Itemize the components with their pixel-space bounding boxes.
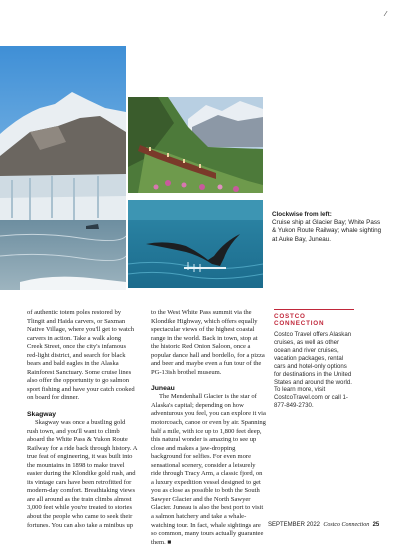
footer-date: SEPTEMBER 2022 [268,522,321,528]
footer-magazine: Costco Connection [323,522,370,528]
page-number: 25 [372,522,380,528]
railway-photo [128,97,263,193]
page-footer [268,522,379,528]
photo-caption [272,211,382,244]
article-column-1 [27,309,138,530]
sidebar-rule [274,309,354,310]
costco-connection-sidebar [274,309,354,410]
caption-heading: Clockwise from left: [272,211,332,218]
sidebar-title-line-2: CONNECTION [274,320,325,328]
whale-photo [128,200,263,288]
skagway-paragraph: Skagway was once a bustling gold rush town, and you'll want to climb aboard the White Pass & Yukon Route Railway for a ride back through history. A true feat of engineering, it was built into the mountains in 1898 to make travel easier during the Klondike gold rush, and its vintage cars have been retrofitted for modern-day comfort. Breathtaking views are all around as the train climbs almost 3,000 feet while you're treated to stories about the people who came to seek their fortunes. You can also take a minibus up [27,419,138,529]
article-column-2 [151,309,266,547]
corner-mark: ⁄ [385,10,387,18]
glacier-cruise-photo [0,46,126,290]
col2-intro-paragraph: to the West White Pass summit via the Klondike Highway, which offers equally spectacular views of the highest coastal range in the world. Back in town, stop at the historic Red Onion Saloon, once a popular dance hall and bordello, for a pizza and beer and maybe even a fun tour of the PG-13ish brothel museum. [151,309,265,376]
caption-text: Cruise ship at Glacier Bay; White Pass & Yukon Route Railway; whale sighting at Auke Bay, Juneau. [272,219,382,243]
juneau-heading: Juneau [151,385,175,393]
sidebar-title [274,313,354,328]
col1-intro-paragraph: of authentic totem poles restored by Tlingit and Haida carvers, or Saxman Native Village, where you'll get to watch carvers in action. Take a walk along Creek Street, once the city's infamous red-light district, and search for black bears and bald eagles in the Alaska Rainforest Sanctuary. Some cruise lines also offer the opportunity to go salmon sport fishing and have your catch cooked on board for dinner. [27,309,135,402]
sidebar-title-line-1: COSTCO [274,313,306,320]
juneau-paragraph: The Mendenhall Glacier is the star of Alaska's capital; depending on how adventurous you feel, you can explore it via motorcoach, canoe or even by air. Spanning half a mile, with ice up to 1,800 feet deep, this natural wonder is amazing to see up close and makes a jaw-dropping background for selfies. For even more sensational scenery, consider a leisurely ride through Tracy Arm, a classic fjord, on a luxury expedition vessel designed to get you as close as possible to both the South Sawyer Glacier and the North Sawyer Glacier. Juneau is also the best port to visit a salmon hatchery and take a whale-watching tour. In fact, whale sightings are so common, many tours actually guarantee them. ■ [151,393,266,546]
sidebar-text: Costco Travel offers Alaskan cruises, as well as other ocean and river cruises, vacation packages, rental cars and hotel-only options for destinations in the United States and around the world. To learn more, visit CostcoTravel.com or call 1-877-849-2730. [274,330,352,410]
skagway-heading: Skagway [27,411,57,419]
